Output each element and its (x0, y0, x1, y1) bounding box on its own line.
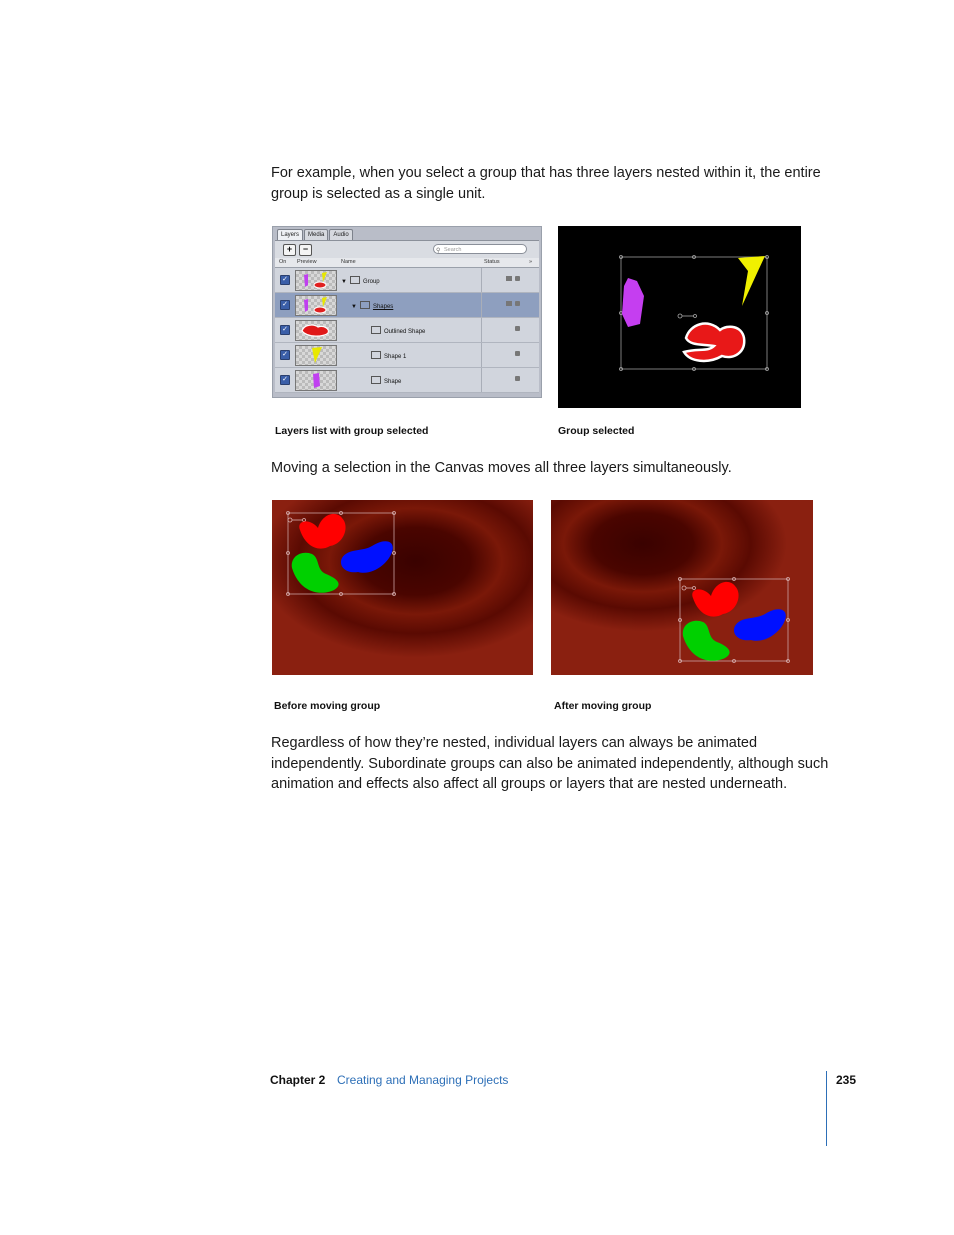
group-icon (350, 276, 360, 284)
lock-icon[interactable] (515, 326, 520, 331)
layer-preview-thumbnail (295, 320, 337, 341)
lock-icon[interactable] (515, 301, 520, 306)
column-preview[interactable]: Preview (297, 259, 317, 265)
shape-layer-icon (371, 326, 381, 334)
status-divider (481, 368, 482, 392)
shape-layer-icon (371, 351, 381, 359)
search-icon: ⚲ (436, 248, 441, 254)
layer-preview-thumbnail (295, 295, 337, 316)
group-stack-icon (506, 276, 512, 281)
search-placeholder: Search (444, 247, 462, 253)
column-status[interactable]: Status (484, 259, 500, 265)
layer-enable-checkbox[interactable]: ✓ (280, 275, 290, 285)
disclosure-triangle-icon[interactable]: ▼ (351, 304, 357, 310)
layer-preview-thumbnail (295, 370, 337, 391)
before-moving-canvas-image (272, 500, 533, 675)
layer-row-outlined-shape[interactable] (275, 318, 539, 343)
column-name[interactable]: Name (341, 259, 356, 265)
layer-name: Outlined Shape (371, 326, 425, 335)
page-number: 235 (836, 1073, 857, 1087)
column-on[interactable]: On (279, 259, 287, 265)
column-expand-icon[interactable]: » (529, 259, 533, 265)
shape-layer-icon (371, 376, 381, 384)
lock-icon[interactable] (515, 351, 520, 356)
tab-layers[interactable]: Layers (277, 229, 303, 240)
caption-after-moving: After moving group (554, 700, 652, 712)
layer-row-shape-1[interactable] (275, 343, 539, 368)
lock-icon[interactable] (515, 376, 520, 381)
layer-enable-checkbox[interactable]: ✓ (280, 300, 290, 310)
layer-preview-thumbnail (295, 270, 337, 291)
tab-audio[interactable]: Audio (329, 229, 352, 240)
footer-divider (826, 1071, 827, 1146)
layers-toolbar (275, 240, 539, 259)
group-icon (360, 301, 370, 309)
status-divider (481, 268, 482, 292)
status-divider (481, 293, 482, 317)
after-moving-canvas-image (551, 500, 813, 675)
layer-row-shape[interactable] (275, 368, 539, 393)
layer-row-shapes[interactable] (275, 293, 539, 318)
tab-media[interactable]: Media (304, 229, 328, 240)
layer-enable-checkbox[interactable]: ✓ (280, 375, 290, 385)
search-input[interactable] (433, 244, 527, 254)
caption-before-moving: Before moving group (274, 700, 381, 712)
caption-layers-list: Layers list with group selected (275, 425, 429, 437)
layers-tabs (277, 229, 354, 240)
layer-row-group[interactable] (275, 268, 539, 293)
group-stack-icon (506, 301, 512, 306)
layer-enable-checkbox[interactable]: ✓ (280, 350, 290, 360)
layer-enable-checkbox[interactable]: ✓ (280, 325, 290, 335)
intro-paragraph: For example, when you select a group that has three layers nested within it, the entire group is selected as a single unit. (271, 165, 821, 202)
moving-paragraph: Moving a selection in the Canvas moves all three layers simultaneously. (271, 460, 732, 476)
column-headers (275, 258, 539, 268)
status-divider (481, 318, 482, 342)
layer-name: ▼ Group (341, 276, 380, 285)
disclosure-triangle-icon[interactable]: ▼ (341, 279, 347, 285)
layer-name: ▼ Shapes (351, 301, 393, 310)
layer-name: Shape (371, 376, 401, 385)
layer-name: Shape 1 (371, 351, 406, 360)
group-selected-canvas-image (558, 226, 801, 408)
lock-icon[interactable] (515, 276, 520, 281)
add-layer-button[interactable]: + (283, 244, 296, 256)
caption-group-selected: Group selected (558, 425, 635, 437)
footer-chapter: Chapter 2 (270, 1073, 326, 1087)
layers-panel-image (272, 226, 542, 398)
regardless-paragraph: Regardless of how they’re nested, individual layers can always be animated independently. Subordinate groups can also be animated independently, although such animation and effects also affect all groups or layers that are nested underneath. (271, 735, 829, 792)
layer-preview-thumbnail (295, 345, 337, 366)
remove-layer-button[interactable]: − (299, 244, 312, 256)
footer-chapter-title-link[interactable]: Creating and Managing Projects (337, 1073, 509, 1087)
status-divider (481, 343, 482, 367)
